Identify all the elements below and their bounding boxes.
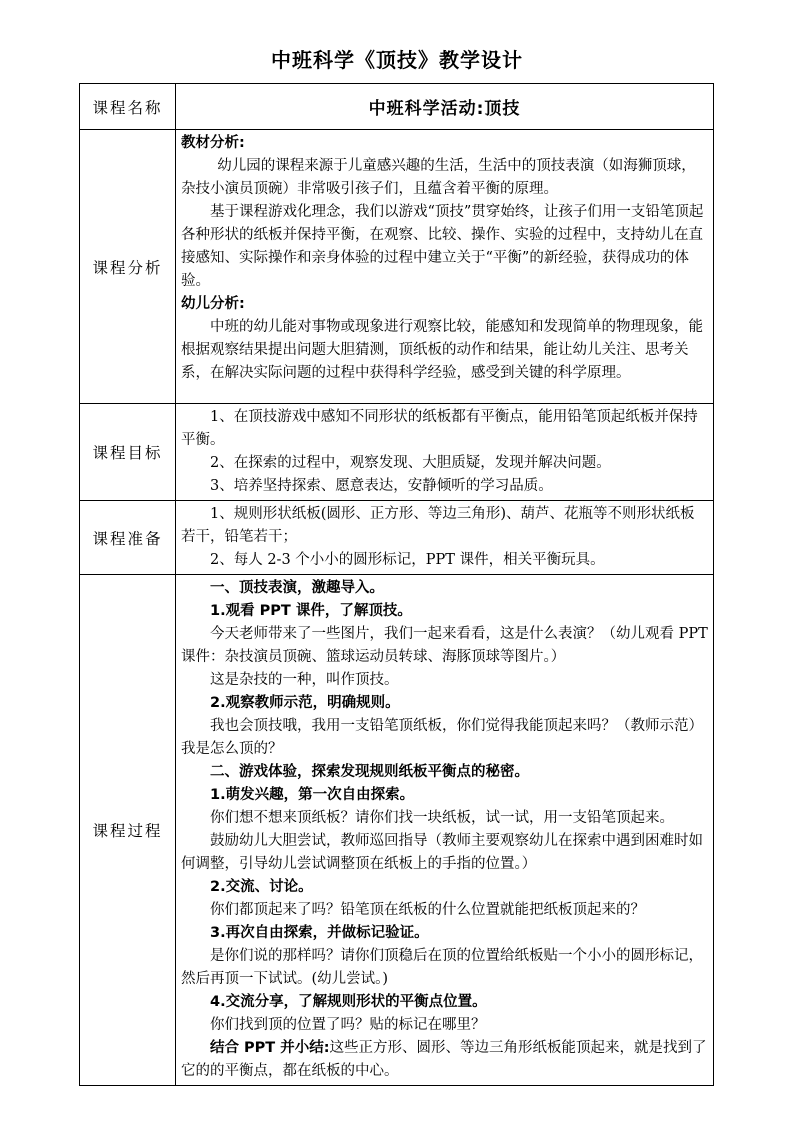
material-paragraph-2: 基于课程游戏化理念，我们以游戏“顶技”贯穿始终，让孩子们用一支铅笔顶起各种形状的纸板并保持平衡，在观察、比较、操作、实验的过程中，支持幼儿在直接感知、实际操作和亲身体验的过程中建立关于“平衡”的新经验，获得成功的体验。 xyxy=(181,204,704,289)
step-2-1-text-b: 鼓励幼儿大胆尝试，教师巡回指导（教师主要观察幼儿在探索中遇到困难时如何调整，引导幼儿尝试调整顶在纸板上的手指的位置。） xyxy=(181,833,703,872)
prep-item-1: 1、规则形状纸板(圆形、正方形、等边三角形)、葫芦、花瓶等不则形状纸板若干，铅笔若干； xyxy=(181,506,695,545)
step-1-1-text-b: 这是杂技的一种，叫作顶技。 xyxy=(210,672,399,688)
table-row-course-name xyxy=(80,84,714,130)
material-heading: 教材分析: xyxy=(181,135,245,151)
child-heading: 幼儿分析: xyxy=(181,296,245,312)
step-2-2-text-a: 你们都顶起来了吗？铅笔顶在纸板的什么位置就能把纸板顶起来的？ xyxy=(210,902,645,918)
process-content xyxy=(176,575,714,1086)
goal-3: 3、培养坚持探索、愿意表达，安静倾听的学习品质。 xyxy=(210,478,553,494)
table-row-prep xyxy=(80,501,714,575)
step-1-2-text-a: 我也会顶技哦，我用一支铅笔顶纸板，你们觉得我能顶起来吗？（教师示范）我是怎么顶的？ xyxy=(181,718,703,757)
course-name-value: 中班科学活动:顶技 xyxy=(176,84,714,130)
analysis-content xyxy=(176,130,714,404)
section-1-heading: 一、顶技表演，激趣导入。 xyxy=(210,580,384,596)
label-goals: 课程目标 xyxy=(80,404,176,501)
table-row-analysis xyxy=(80,130,714,404)
goal-2: 2、在探索的过程中，观察发现、大胆质疑，发现并解决问题。 xyxy=(210,455,611,471)
prep-item-2: 2、每人 2-3 个小小的圆形标记，PPT 课件，相关平衡玩具。 xyxy=(210,552,605,568)
label-prep: 课程准备 xyxy=(80,501,176,575)
step-1-2-heading: 2.观察教师示范，明确规则。 xyxy=(210,695,400,711)
step-1-1-heading: 1.观看 PPT 课件，了解顶技。 xyxy=(210,603,412,619)
table-row-goals xyxy=(80,404,714,501)
step-2-4-heading: 4.交流分享，了解规则形状的平衡点位置。 xyxy=(210,994,487,1010)
step-2-4-summary xyxy=(181,1037,709,1083)
label-analysis: 课程分析 xyxy=(80,130,176,404)
child-paragraph-1: 中班的幼儿能对事物或现象进行观察比较，能感知和发现简单的物理现象，能根据观察结果提出问题大胆猜测，顶纸板的动作和结果，能让幼儿关注、思考关系，在解决实际问题的过程中获得科学经验，感受到关键的科学原理。 xyxy=(181,319,703,381)
material-paragraph-1: 幼儿园的课程来源于儿童感兴趣的生活，生活中的顶技表演（如海狮顶球，杂技小演员顶碗）非常吸引孩子们，且蕴含着平衡的原理。 xyxy=(181,158,696,197)
step-2-1-text-a: 你们想不想来顶纸板？请你们找一块纸板，试一试，用一支铅笔顶起来。 xyxy=(210,810,674,826)
label-process: 课程过程 xyxy=(80,575,176,1086)
step-2-1-heading: 1.萌发兴趣，第一次自由探索。 xyxy=(210,787,415,803)
step-2-3-text-a: 是你们说的那样吗？请你们顶稳后在顶的位置给纸板贴一个小小的圆形标记，然后再顶一下试试。(幼儿尝试。) xyxy=(181,948,703,987)
step-2-4-text-a: 你们找到顶的位置了吗？贴的标记在哪里？ xyxy=(210,1017,486,1033)
summary-lead: 结合 PPT 并小结: xyxy=(210,1040,330,1056)
page-title: 中班科学《顶技》教学设计 xyxy=(271,48,523,72)
label-course-name: 课程名称 xyxy=(80,84,176,130)
summary-text: 这些正方形、圆形、等边三角形纸板能顶起来，就是找到了它的的平衡点，都在纸板的中心。 xyxy=(181,1040,707,1079)
step-1-1-text-a: 今天老师带来了一些图片，我们一起来看看，这是什么表演？（幼儿观看 PPT 课件：杂技演员顶碗、篮球运动员转球、海豚顶球等图片。） xyxy=(181,626,708,665)
prep-content xyxy=(176,501,714,575)
section-2-heading: 二、游戏体验，探索发现规则纸板平衡点的秘密。 xyxy=(210,764,529,780)
goals-content xyxy=(176,404,714,501)
step-2-3-heading: 3.再次自由探索，并做标记验证。 xyxy=(210,925,429,941)
step-2-2-heading: 2.交流、讨论。 xyxy=(210,879,313,895)
table-row-process xyxy=(80,575,714,1086)
lesson-plan-table xyxy=(79,83,714,1086)
goal-1: 1、在顶技游戏中感知不同形状的纸板都有平衡点，能用铅笔顶起纸板并保持平衡。 xyxy=(181,409,698,448)
